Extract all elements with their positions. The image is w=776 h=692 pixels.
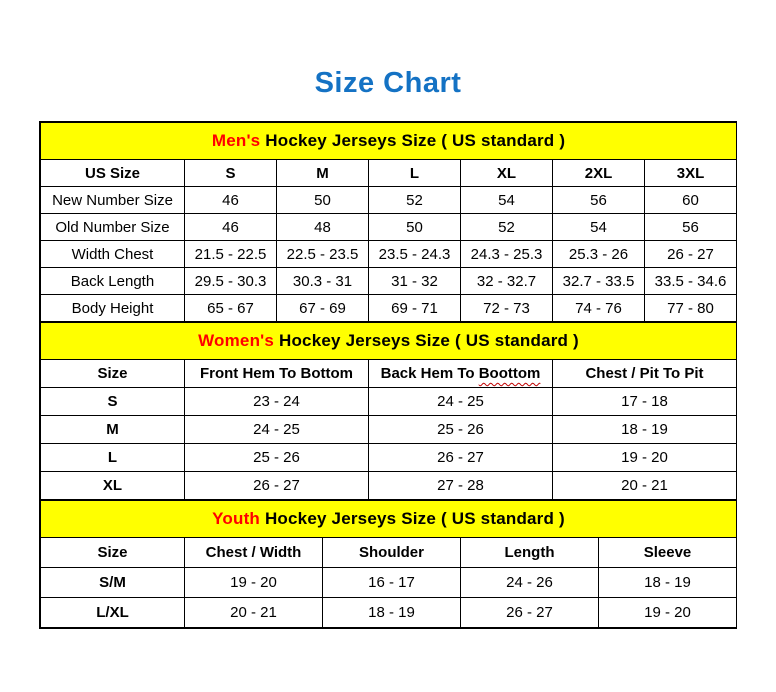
cell: 69 - 71	[369, 295, 461, 322]
womens-size-table	[40, 322, 737, 500]
column-header: Size	[41, 538, 185, 568]
cell: 26 - 27	[185, 472, 369, 500]
column-header: Shoulder	[323, 538, 461, 568]
table-row	[41, 241, 737, 268]
column-header: Sleeve	[599, 538, 737, 568]
table-row	[41, 388, 737, 416]
row-label: Body Height	[41, 295, 185, 322]
table-row	[41, 416, 737, 444]
cell: 27 - 28	[369, 472, 553, 500]
table-row	[41, 444, 737, 472]
cell: 31 - 32	[369, 268, 461, 295]
column-header-text: Back Hem To	[380, 365, 479, 382]
womens-banner-row	[41, 323, 737, 360]
cell: 74 - 76	[553, 295, 645, 322]
cell: 29.5 - 30.3	[185, 268, 277, 295]
cell: 26 - 27	[369, 444, 553, 472]
cell: 20 - 21	[553, 472, 737, 500]
cell: 19 - 20	[185, 568, 323, 598]
cell: 25 - 26	[185, 444, 369, 472]
table-row	[41, 268, 737, 295]
cell: 32 - 32.7	[461, 268, 553, 295]
cell: 54	[553, 214, 645, 241]
column-header: Front Hem To Bottom	[185, 360, 369, 388]
youth-size-table	[40, 500, 737, 628]
row-label: New Number Size	[41, 187, 185, 214]
table-row	[41, 295, 737, 322]
cell: 24 - 25	[185, 416, 369, 444]
cell: 23 - 24	[185, 388, 369, 416]
cell: 54	[461, 187, 553, 214]
youth-banner	[41, 501, 737, 538]
cell: 33.5 - 34.6	[645, 268, 737, 295]
womens-banner-text: Hockey Jerseys Size ( US standard )	[274, 331, 579, 350]
cell: 21.5 - 22.5	[185, 241, 277, 268]
row-label: Old Number Size	[41, 214, 185, 241]
table-row	[41, 598, 737, 628]
cell: 19 - 20	[599, 598, 737, 628]
row-label: L	[41, 444, 185, 472]
cell: 77 - 80	[645, 295, 737, 322]
cell: 67 - 69	[277, 295, 369, 322]
cell: 65 - 67	[185, 295, 277, 322]
cell: 30.3 - 31	[277, 268, 369, 295]
column-header: M	[277, 160, 369, 187]
cell: 72 - 73	[461, 295, 553, 322]
mens-size-table	[40, 122, 737, 322]
cell: 56	[553, 187, 645, 214]
column-header: S	[185, 160, 277, 187]
column-header: Length	[461, 538, 599, 568]
table-row	[41, 214, 737, 241]
cell: 48	[277, 214, 369, 241]
mens-banner	[41, 123, 737, 160]
page-title: Size Chart	[314, 67, 462, 99]
cell: 22.5 - 23.5	[277, 241, 369, 268]
cell: 32.7 - 33.5	[553, 268, 645, 295]
womens-column-header-row	[41, 360, 737, 388]
column-header: Chest / Pit To Pit	[553, 360, 737, 388]
mens-banner-row	[41, 123, 737, 160]
column-header: XL	[461, 160, 553, 187]
youth-banner-text: Hockey Jerseys Size ( US standard )	[260, 509, 565, 528]
cell: 24 - 26	[461, 568, 599, 598]
column-header: 3XL	[645, 160, 737, 187]
cell: 25.3 - 26	[553, 241, 645, 268]
cell: 26 - 27	[461, 598, 599, 628]
youth-banner-row	[41, 501, 737, 538]
cell: 50	[369, 214, 461, 241]
cell: 18 - 19	[599, 568, 737, 598]
cell: 24 - 25	[369, 388, 553, 416]
youth-column-header-row	[41, 538, 737, 568]
row-label: S	[41, 388, 185, 416]
table-row	[41, 472, 737, 500]
row-label: Back Length	[41, 268, 185, 295]
column-header: 2XL	[553, 160, 645, 187]
cell: 46	[185, 187, 277, 214]
row-label: M	[41, 416, 185, 444]
cell: 26 - 27	[645, 241, 737, 268]
cell: 25 - 26	[369, 416, 553, 444]
table-row	[41, 568, 737, 598]
mens-banner-highlight: Men's	[211, 131, 261, 150]
cell: 17 - 18	[553, 388, 737, 416]
size-chart-tables	[39, 121, 737, 629]
mens-column-header-row	[41, 160, 737, 187]
cell: 23.5 - 24.3	[369, 241, 461, 268]
table-row	[41, 187, 737, 214]
cell: 20 - 21	[185, 598, 323, 628]
cell: 16 - 17	[323, 568, 461, 598]
womens-banner	[41, 323, 737, 360]
cell: 60	[645, 187, 737, 214]
column-header: US Size	[41, 160, 185, 187]
cell: 52	[369, 187, 461, 214]
row-label: Width Chest	[41, 241, 185, 268]
column-header-misspelled	[369, 360, 553, 388]
column-header: Size	[41, 360, 185, 388]
youth-banner-highlight: Youth	[212, 509, 261, 528]
cell: 52	[461, 214, 553, 241]
cell: 19 - 20	[553, 444, 737, 472]
womens-banner-highlight: Women's	[198, 331, 275, 350]
row-label: L/XL	[41, 598, 185, 628]
cell: 50	[277, 187, 369, 214]
column-header: Chest / Width	[185, 538, 323, 568]
misspelled-word: Boottom	[478, 365, 541, 382]
cell: 46	[185, 214, 277, 241]
cell: 18 - 19	[323, 598, 461, 628]
cell: 56	[645, 214, 737, 241]
row-label: XL	[41, 472, 185, 500]
cell: 18 - 19	[553, 416, 737, 444]
cell: 24.3 - 25.3	[461, 241, 553, 268]
mens-banner-text: Hockey Jerseys Size ( US standard )	[260, 131, 566, 150]
row-label: S/M	[41, 568, 185, 598]
column-header: L	[369, 160, 461, 187]
